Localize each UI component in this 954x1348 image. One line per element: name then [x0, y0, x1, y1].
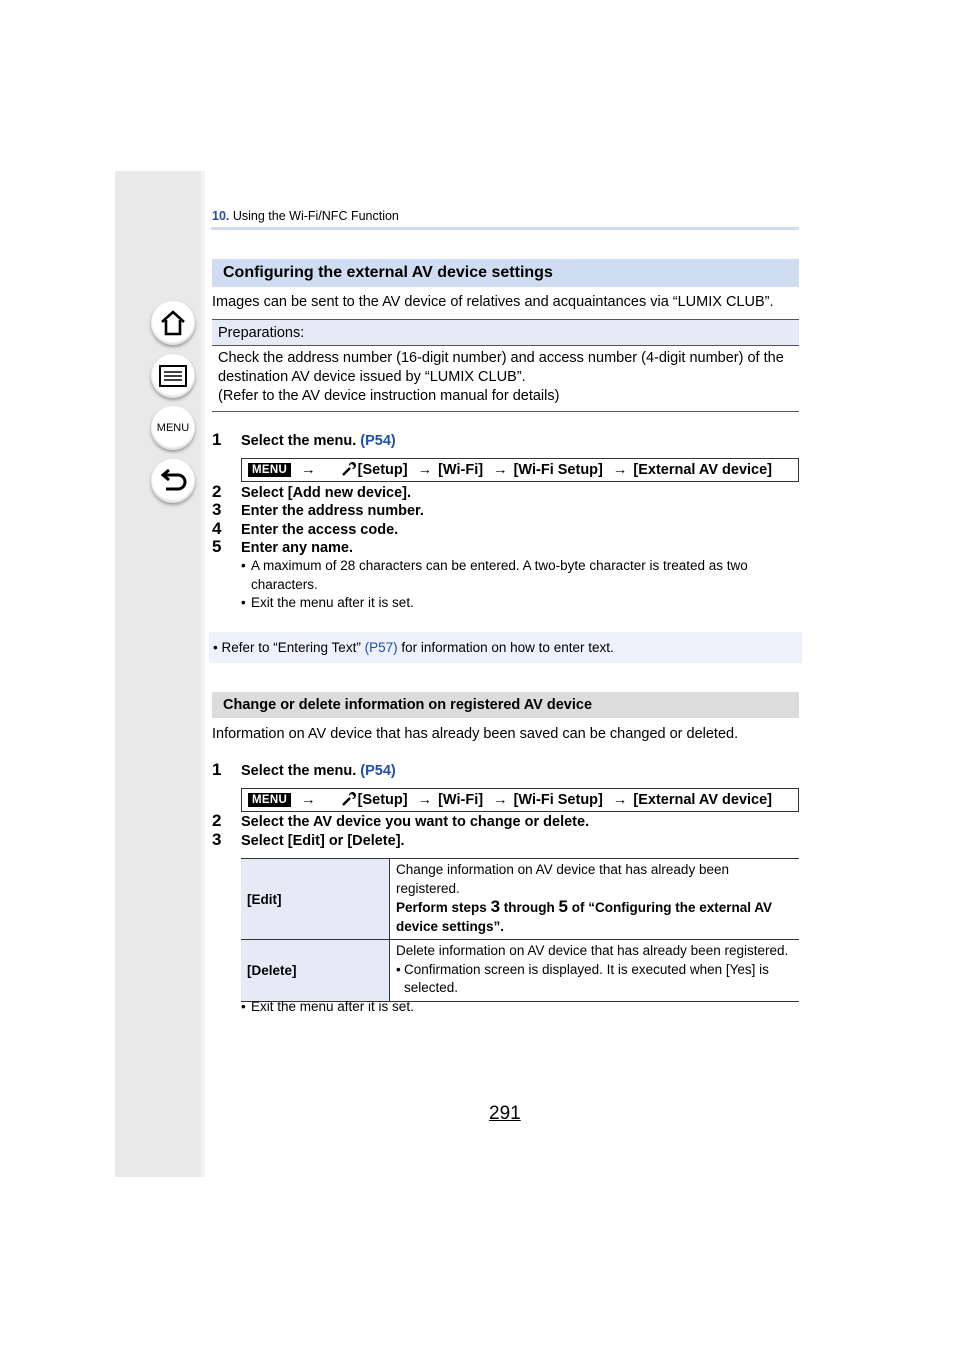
step-label: Enter any name.	[241, 540, 354, 556]
path-target: [External AV device]	[633, 462, 772, 478]
page-number: 291	[489, 1103, 521, 1124]
arrow: →	[612, 462, 628, 478]
step-number: 2	[212, 811, 222, 830]
step-number: 5	[212, 537, 222, 556]
menu-button[interactable]	[151, 406, 195, 450]
chapter-number: 10.	[212, 209, 230, 223]
desc-text: through	[503, 900, 555, 915]
step-number: 3	[212, 830, 222, 849]
arrow: →	[301, 792, 316, 808]
subsection-title: Change or delete information on registered AV device	[212, 692, 799, 718]
bullet-dot: •	[213, 640, 218, 655]
bullet-text: characters.	[251, 576, 318, 592]
step-label: Select [Edit] or [Delete].	[241, 833, 405, 849]
subsection-intro: Information on AV device that has already been saved can be changed or deleted.	[212, 726, 739, 742]
step-text	[241, 432, 396, 450]
desc-bold-line: device settings”.	[396, 918, 505, 934]
path-target: [External AV device]	[633, 792, 772, 808]
desc-bullet	[396, 961, 793, 998]
note-box	[209, 632, 802, 663]
arrow: →	[417, 462, 433, 478]
bullet-dot: •	[241, 558, 246, 573]
section-intro: Images can be sent to the AV device of relatives and acquaintances via “LUMIX CLUB”.	[212, 294, 774, 310]
step-text	[241, 762, 396, 780]
chapter-title: Using the Wi-Fi/NFC Function	[232, 209, 399, 223]
wrench-icon	[342, 462, 356, 476]
step-number: 1	[212, 430, 222, 449]
header-divider	[211, 227, 799, 230]
bullet-item	[241, 557, 786, 594]
menu-badge: MENU	[248, 463, 291, 477]
home-button[interactable]	[151, 301, 195, 345]
page-link[interactable]: (P57)	[364, 640, 398, 655]
back-button[interactable]	[151, 459, 195, 503]
bullet-text: Exit the menu after it is set.	[251, 595, 414, 610]
arrow: →	[493, 462, 508, 478]
step-label: Select the menu.	[241, 433, 357, 449]
wrench-icon	[342, 792, 356, 806]
desc-text: of “Configuring the external AV	[571, 900, 773, 915]
step-ref: 3	[490, 897, 501, 916]
bullet-dot: •	[396, 961, 401, 977]
step-number: 4	[212, 519, 222, 538]
preparations-title: Preparations:	[212, 319, 799, 346]
step-label: Select [Add new device].	[241, 485, 412, 501]
step-ref: 5	[558, 897, 569, 916]
preparations-box	[212, 319, 799, 412]
page-link[interactable]: (P54)	[360, 763, 396, 779]
menu-path	[241, 458, 799, 482]
step-number: 2	[212, 482, 222, 501]
contents-button[interactable]	[151, 354, 195, 398]
bullet-dot: •	[241, 595, 246, 610]
back-arrow-icon	[159, 468, 187, 494]
path-setup: [Setup]	[357, 792, 408, 808]
prep-line: destination AV device issued by “LUMIX CLUB”.	[218, 369, 526, 385]
arrow: →	[417, 792, 433, 808]
menu-path	[241, 788, 799, 812]
desc-line: registered.	[396, 880, 460, 896]
bullet-text: A maximum of 28 characters can be entered. A two-byte character is treated as two	[251, 558, 748, 573]
note-text: Refer to “Entering Text”	[221, 640, 361, 655]
step-label: Enter the address number.	[241, 503, 424, 519]
page-link[interactable]: (P54)	[360, 433, 396, 449]
chapter-heading	[212, 209, 399, 223]
path-wifi-setup: [Wi-Fi Setup]	[513, 792, 603, 808]
section-title: Configuring the external AV device settings	[212, 259, 799, 287]
path-wifi-setup: [Wi-Fi Setup]	[513, 462, 603, 478]
desc-line: Confirmation screen is displayed. It is executed when [Yes] is	[404, 961, 769, 977]
desc-line: Delete information on AV device that has already been registered.	[396, 943, 789, 958]
menu-label: MENU	[156, 422, 190, 434]
sidebar-edge	[201, 171, 205, 1177]
menu-badge: MENU	[248, 793, 291, 807]
bullet-dot: •	[241, 999, 246, 1014]
desc-line: selected.	[404, 980, 459, 995]
desc-text: Perform steps	[396, 900, 487, 915]
option-description	[390, 859, 800, 940]
arrow: →	[301, 462, 316, 478]
bullet-text: Exit the menu after it is set.	[251, 999, 414, 1014]
step-label: Select the AV device you want to change or delete.	[241, 814, 590, 830]
prep-line: (Refer to the AV device instruction manual for details)	[218, 388, 560, 404]
home-icon	[159, 309, 187, 337]
table-row	[241, 940, 799, 1002]
path-wifi: [Wi-Fi]	[438, 792, 484, 808]
table-row	[241, 859, 799, 940]
prep-line: Check the address number (16-digit number) and access number (4-digit number) of the	[218, 350, 784, 366]
preparations-body	[212, 346, 799, 412]
path-wifi: [Wi-Fi]	[438, 462, 484, 478]
list-icon	[158, 364, 188, 388]
arrow: →	[612, 792, 628, 808]
note-text: for information on how to enter text.	[401, 640, 614, 655]
option-key: [Edit]	[241, 859, 390, 940]
options-table	[241, 858, 799, 1002]
step-number: 1	[212, 760, 222, 779]
step-number: 3	[212, 500, 222, 519]
option-description	[390, 940, 800, 1002]
step-label: Select the menu.	[241, 763, 357, 779]
step-label: Enter the access code.	[241, 522, 399, 538]
desc-bold-line	[396, 898, 793, 918]
arrow: →	[493, 792, 508, 808]
bullet-item	[241, 998, 786, 1017]
option-key: [Delete]	[241, 940, 390, 1002]
desc-line: Change information on AV device that has already been	[396, 862, 729, 877]
path-setup: [Setup]	[357, 462, 408, 478]
bullet-item	[241, 594, 786, 613]
